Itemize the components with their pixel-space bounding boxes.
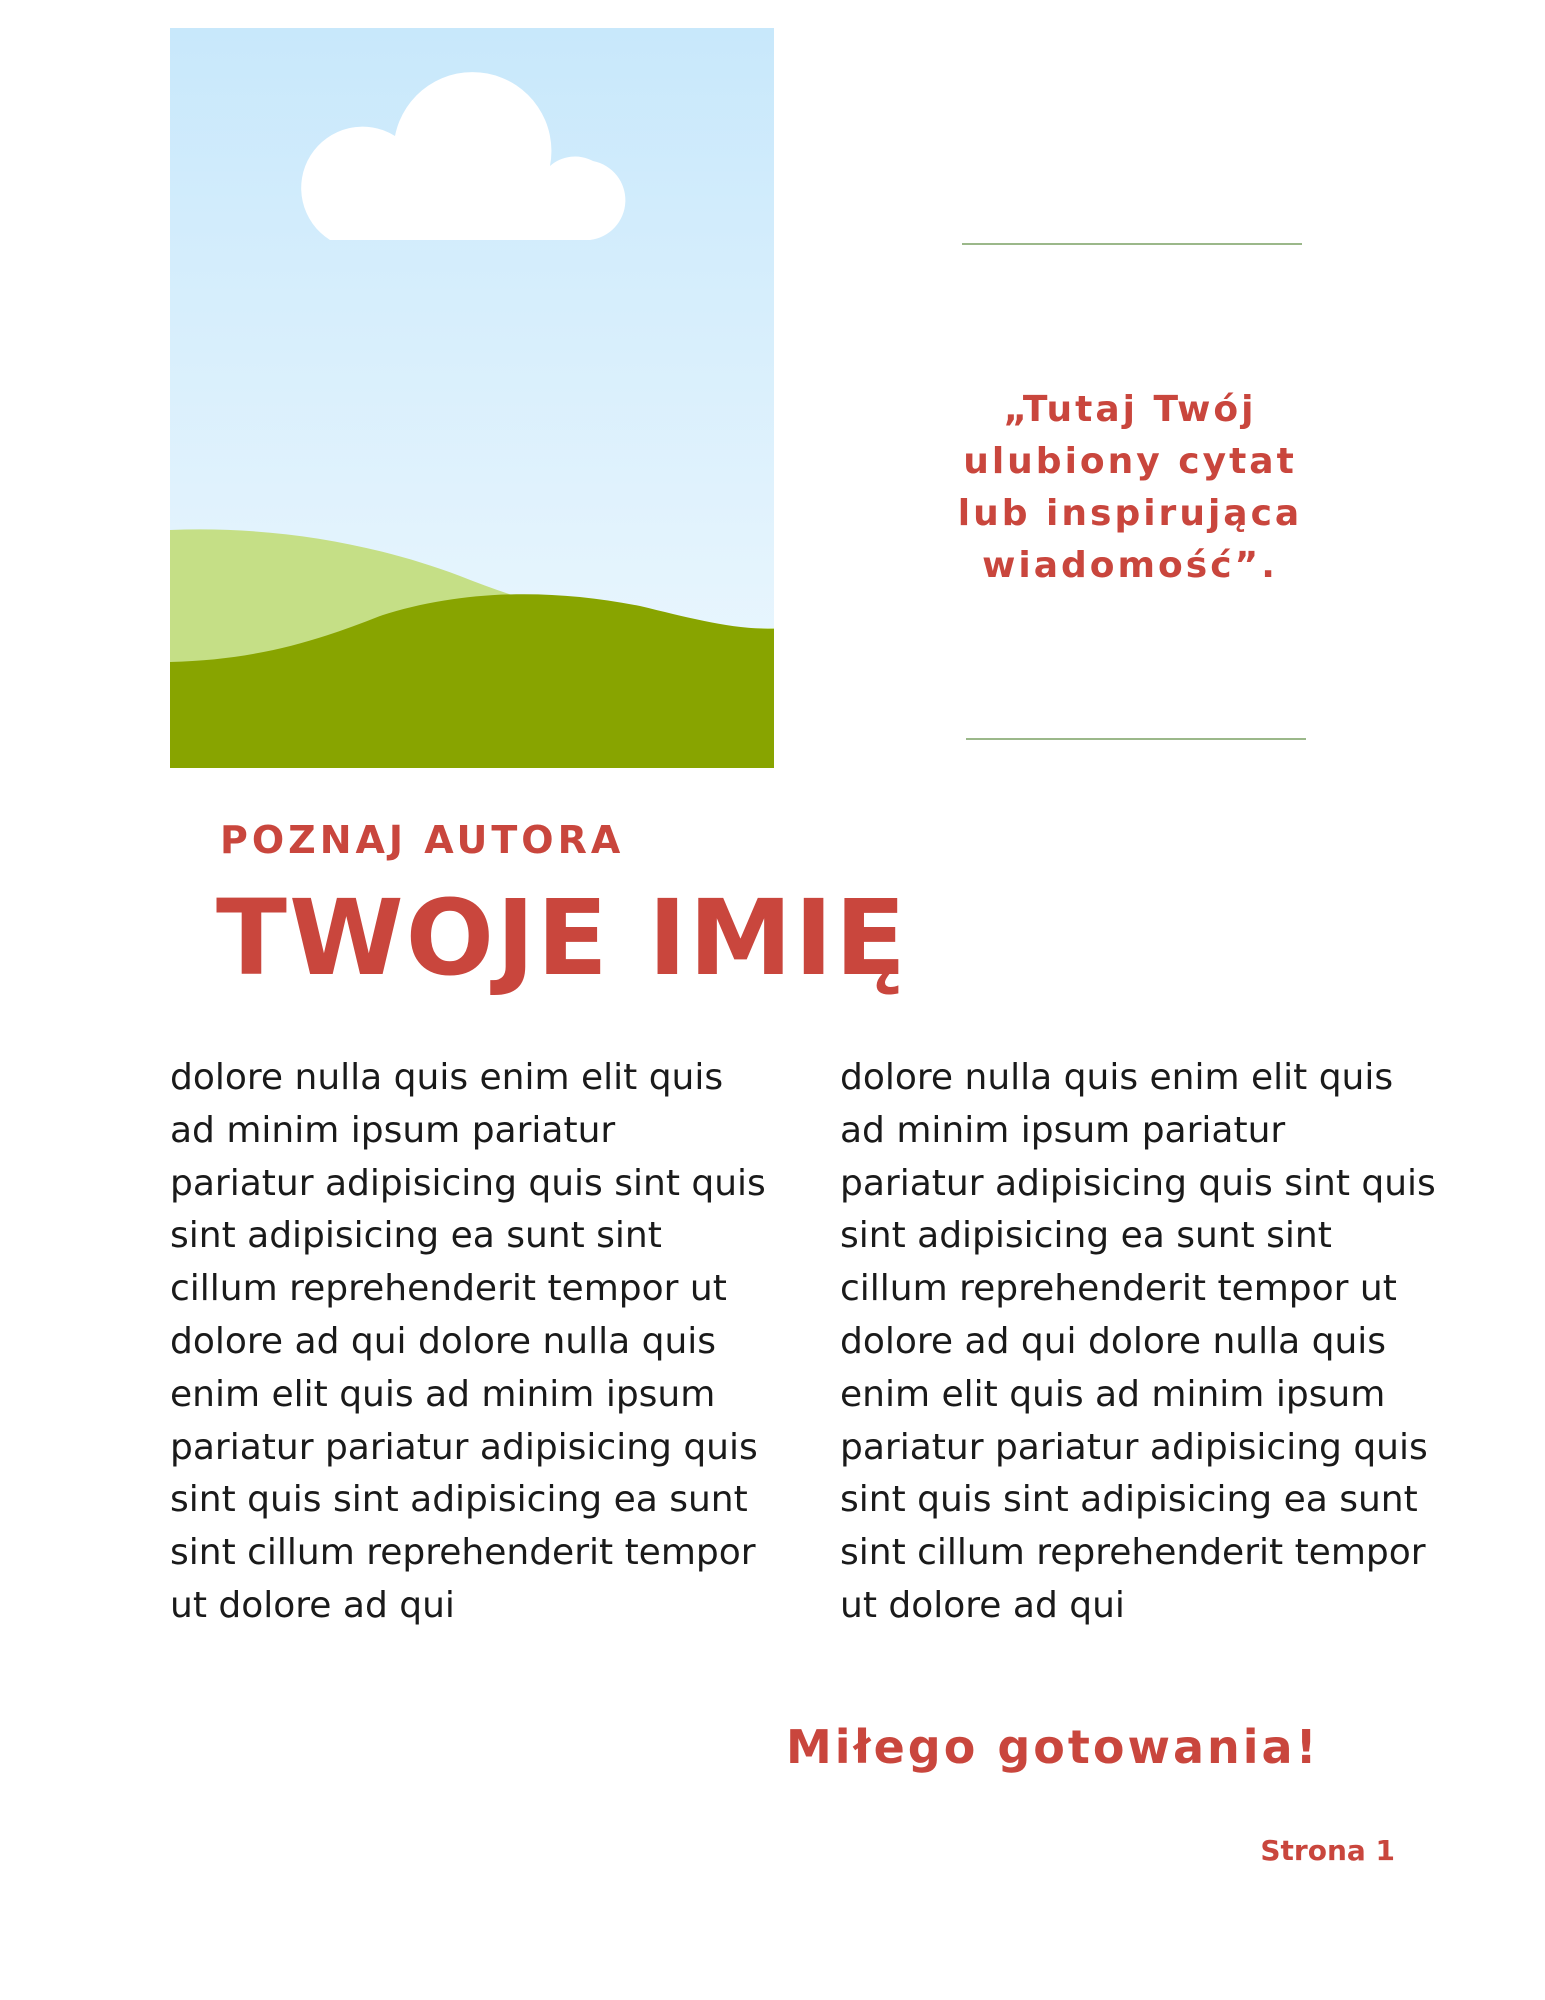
section-eyebrow: POZNAJ AUTORA	[220, 818, 625, 862]
page-number: Strona 1	[1260, 1834, 1395, 1867]
landscape-icon	[170, 28, 774, 768]
author-photo-placeholder[interactable]	[170, 28, 774, 768]
quote-text: „Tutaj Twój ulubiony cytat lub inspirująca wiadomość”.	[957, 389, 1303, 586]
quote-rule-top	[962, 243, 1302, 245]
body-column-left: dolore nulla quis enim elit quis ad minim ipsum pariatur pariatur adipisicing quis sint quis sint adipisicing ea sunt sint cillum reprehenderit tempor ut dolore ad qui dolore nulla quis enim elit quis ad minim ipsum pariatur pariatur adipisicing quis sint quis sint adipisicing ea sunt sint cillum reprehenderit tempor ut dolore ad qui	[170, 1057, 766, 1626]
quote-rule-bottom	[966, 738, 1306, 740]
closing-message: Miłego gotowania!	[786, 1720, 1320, 1774]
author-name: TWOJE IMIĘ	[216, 877, 908, 999]
body-column-right: dolore nulla quis enim elit quis ad minim ipsum pariatur pariatur adipisicing quis sint quis sint adipisicing ea sunt sint cillum reprehenderit tempor ut dolore ad qui dolore nulla quis enim elit quis ad minim ipsum pariatur pariatur adipisicing quis sint quis sint adipisicing ea sunt sint cillum reprehenderit tempor ut dolore ad qui	[840, 1057, 1436, 1626]
